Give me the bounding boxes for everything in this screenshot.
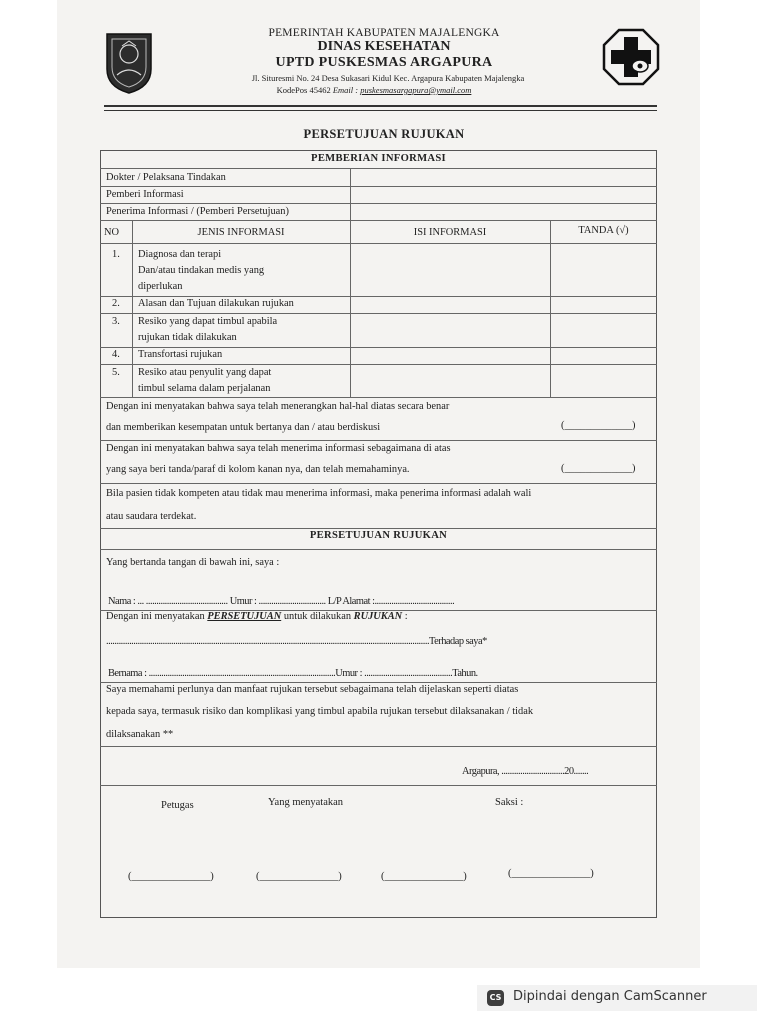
note-guardian: atau saudara terdekat. bbox=[106, 511, 197, 522]
grid-line bbox=[100, 347, 657, 348]
item-text: timbul selama dalam perjalanan bbox=[138, 383, 271, 394]
row-label-recipient: Penerima Informasi / (Pemberi Persetujuan) bbox=[106, 206, 289, 217]
paraf-bracket[interactable]: (_____________) bbox=[561, 420, 636, 431]
statement-explain: dan memberikan kesempatan untuk bertanya dan / atau berdiskusi bbox=[106, 422, 381, 433]
grid-line bbox=[100, 186, 657, 187]
grid-line bbox=[100, 313, 657, 314]
col-header-type: JENIS INFORMASI bbox=[197, 227, 285, 238]
signature-bracket[interactable]: (_______________) bbox=[508, 868, 594, 879]
item-number: 3. bbox=[112, 316, 120, 327]
camscanner-logo-icon: CS bbox=[487, 990, 504, 1006]
col-header-no: NO bbox=[104, 227, 120, 238]
col-header-sign: TANDA (√) bbox=[578, 225, 629, 236]
item-text: Resiko yang dapat timbul apabila bbox=[138, 316, 278, 327]
item-number: 1. bbox=[112, 249, 120, 260]
grid-line bbox=[100, 220, 657, 221]
grid-line bbox=[100, 528, 657, 529]
item-text: diperlukan bbox=[138, 281, 183, 292]
declaration-prefix: Dengan ini menyatakan bbox=[106, 611, 205, 622]
declaration-mid: untuk dilakukan bbox=[283, 611, 352, 622]
header-rule-thin bbox=[104, 110, 657, 111]
document-title: PERSETUJUAN RUJUKAN bbox=[303, 127, 465, 141]
grid-line bbox=[550, 220, 551, 397]
item-number: 4. bbox=[112, 349, 120, 360]
email-link[interactable]: puskesmasargapura@ymail.com bbox=[360, 85, 472, 95]
grid-line bbox=[132, 220, 133, 397]
grid-line bbox=[100, 243, 657, 244]
camscanner-watermark bbox=[477, 985, 757, 1011]
row-label-doctor: Dokter / Pelaksana Tindakan bbox=[106, 172, 226, 183]
patient-name-age-line[interactable]: Bernama : .........................................................................................Umur : ..........................................Tahun. bbox=[108, 668, 478, 679]
header-contact bbox=[0, 85, 758, 95]
grid-line bbox=[100, 746, 657, 747]
grid-line bbox=[100, 785, 657, 786]
section-heading-consent: PERSETUJUAN RUJUKAN bbox=[309, 530, 448, 541]
section-heading-information: PEMBERIAN INFORMASI bbox=[311, 153, 446, 164]
statement-receive: yang saya beri tanda/paraf di kolom kanan nya, dan telah memahaminya. bbox=[106, 464, 410, 475]
signature-bracket[interactable]: (_______________) bbox=[256, 871, 342, 882]
grid-line bbox=[100, 549, 657, 550]
signature-bracket[interactable]: (_______________) bbox=[128, 871, 214, 882]
understanding-text: dilaksanakan ** bbox=[106, 729, 174, 740]
grid-line bbox=[100, 682, 657, 683]
grid-line bbox=[100, 168, 657, 169]
note-guardian: Bila pasien tidak kompeten atau tidak mau menerima informasi, maka penerima informasi adalah wali bbox=[106, 488, 532, 499]
header-line-2: DINAS KESEHATAN bbox=[317, 39, 451, 54]
against-self-line[interactable]: ..........................................................................................................................................................Terhadap saya* bbox=[106, 636, 487, 647]
statement-receive: Dengan ini menyatakan bahwa saya telah menerima informasi sebagaimana di atas bbox=[106, 443, 451, 454]
item-number: 2. bbox=[112, 298, 120, 309]
header-line-3: UPTD PUSKESMAS ARGAPURA bbox=[275, 55, 493, 70]
row-label-informant: Pemberi Informasi bbox=[106, 189, 184, 200]
place-date-line[interactable]: Argapura, ..............................20....... bbox=[462, 766, 589, 777]
grid-line bbox=[100, 397, 657, 398]
signature-bracket[interactable]: (_______________) bbox=[381, 871, 467, 882]
grid-line bbox=[100, 364, 657, 365]
item-text: Transfortasi rujukan bbox=[138, 349, 223, 360]
col-header-content: ISI INFORMASI bbox=[413, 227, 487, 238]
grid-line bbox=[100, 440, 657, 441]
grid-line bbox=[100, 483, 657, 484]
declaration-suffix: : bbox=[404, 611, 408, 622]
declaration-consent: PERSETUJUAN bbox=[207, 611, 282, 622]
email-label: Email : bbox=[332, 85, 359, 95]
item-text: rujukan tidak dilakukan bbox=[138, 332, 237, 343]
header-line-1: PEMERINTAH KABUPATEN MAJALENGKA bbox=[268, 27, 500, 39]
signer-witness: Saksi : bbox=[495, 797, 524, 808]
signer-declarant: Yang menyatakan bbox=[268, 797, 344, 808]
grid-line bbox=[100, 296, 657, 297]
header-rule-thick bbox=[104, 105, 657, 107]
consent-intro: Yang bertanda tangan di bawah ini, saya : bbox=[106, 557, 280, 568]
camscanner-text: Dipindai dengan CamScanner bbox=[513, 989, 707, 1004]
item-text: Diagnosa dan terapi bbox=[138, 249, 222, 260]
header-address: Jl. Situresmi No. 24 Desa Sukasari Kidul Kec. Argapura Kabupaten Majalengka bbox=[251, 73, 525, 83]
paraf-bracket[interactable]: (_____________) bbox=[561, 463, 636, 474]
declaration-referral: RUJUKAN bbox=[353, 611, 403, 622]
declaration-line bbox=[106, 611, 408, 623]
understanding-text: kepada saya, termasuk risiko dan komplikasi yang timbul apabila rujukan tersebut dilaksanakan / tidak bbox=[106, 706, 534, 717]
signer-officer: Petugas bbox=[161, 800, 194, 811]
item-text: Dan/atau tindakan medis yang bbox=[138, 265, 265, 276]
grid-line bbox=[100, 203, 657, 204]
grid-line bbox=[350, 168, 351, 397]
item-number: 5. bbox=[112, 367, 120, 378]
postal-code: KodePos 45462 bbox=[276, 85, 331, 95]
item-text: Alasan dan Tujuan dilakukan rujukan bbox=[138, 298, 294, 309]
statement-explain: Dengan ini menyatakan bahwa saya telah menerangkan hal-hal diatas secara benar bbox=[106, 401, 450, 412]
name-age-address-line[interactable]: Nama : ... ....................................... Umur : ................................ L/P Alamat :...................................... bbox=[108, 596, 455, 607]
understanding-text: Saya memahami perlunya dan manfaat rujukan tersebut sebagaimana telah dijelaskan seperti diatas bbox=[106, 684, 519, 695]
item-text: Resiko atau penyulit yang dapat bbox=[138, 367, 272, 378]
